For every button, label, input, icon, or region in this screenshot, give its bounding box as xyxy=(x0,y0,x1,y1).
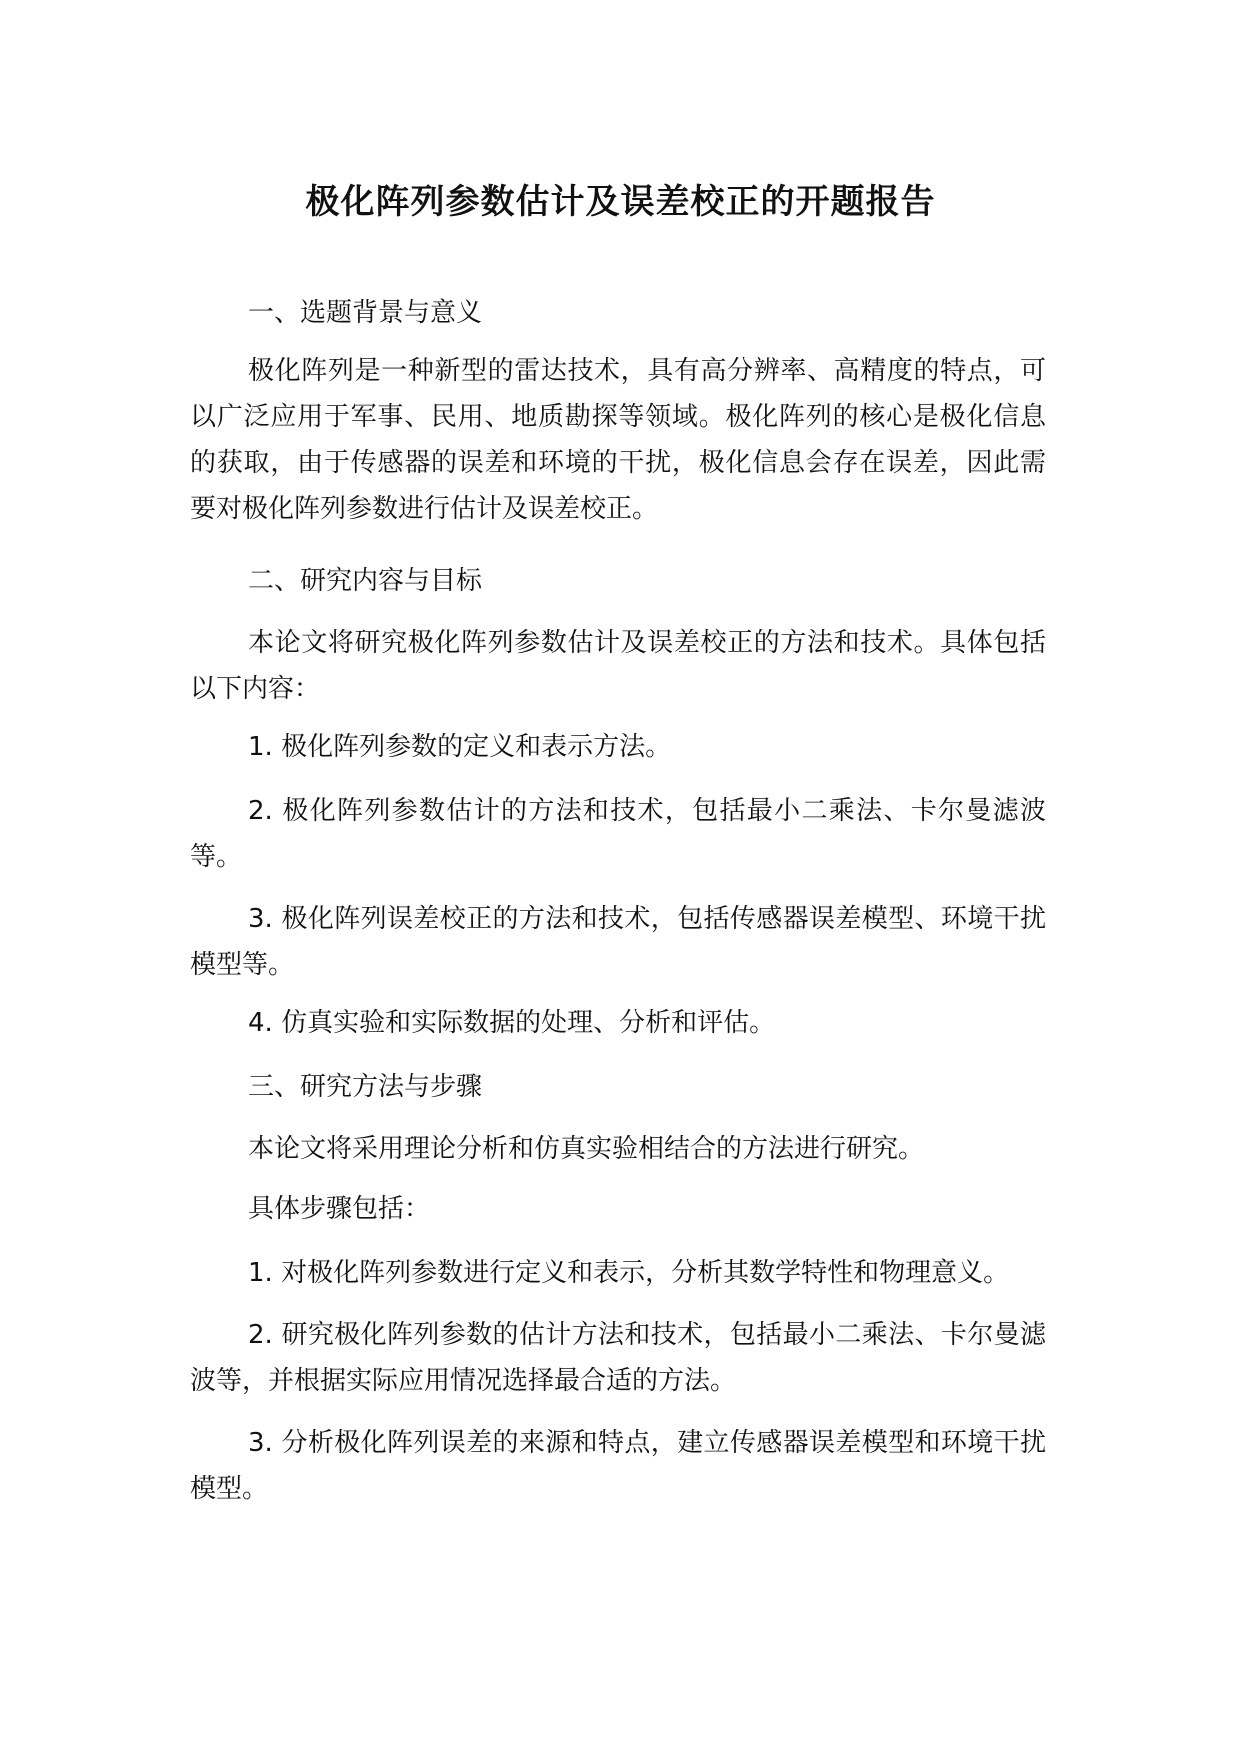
document-title: 极化阵列参数估计及误差校正的开题报告 xyxy=(305,182,936,222)
list-item-step-3: 3. 分析极化阵列误差的来源和特点，建立传感器误差模型和环境干扰模型。 xyxy=(190,1428,1046,1504)
list-item-content-2: 2. 极化阵列参数估计的方法和技术，包括最小二乘法、卡尔曼滤波等。 xyxy=(190,796,1046,872)
list-item-content-4: 4. 仿真实验和实际数据的处理、分析和评估。 xyxy=(248,1008,776,1038)
list-item-content-3: 3. 极化阵列误差校正的方法和技术，包括传感器误差模型、环境干扰模型等。 xyxy=(190,904,1046,980)
list-item-content-1: 1. 极化阵列参数的定义和表示方法。 xyxy=(248,732,672,762)
paragraph-background: 极化阵列是一种新型的雷达技术，具有高分辨率、高精度的特点，可以广泛应用于军事、民用、地质勘探等领域。极化阵列的核心是极化信息的获取，由于传感器的误差和环境的干扰，极化信息会存在误差，因此需要对极化阵列参数进行估计及误差校正。 xyxy=(190,356,1046,524)
paragraph-methods-intro: 本论文将采用理论分析和仿真实验相结合的方法进行研究。 xyxy=(248,1134,925,1164)
paragraph-content-intro: 本论文将研究极化阵列参数估计及误差校正的方法和技术。具体包括以下内容： xyxy=(190,628,1046,704)
list-item-step-1: 1. 对极化阵列参数进行定义和表示，分析其数学特性和物理意义。 xyxy=(248,1258,1010,1288)
list-item-step-2: 2. 研究极化阵列参数的估计方法和技术，包括最小二乘法、卡尔曼滤波等，并根据实际应用情况选择最合适的方法。 xyxy=(190,1320,1046,1396)
section-heading-methods: 三、研究方法与步骤 xyxy=(248,1072,483,1102)
section-heading-content: 二、研究内容与目标 xyxy=(248,566,483,596)
section-heading-background: 一、选题背景与意义 xyxy=(248,298,483,328)
paragraph-steps-intro: 具体步骤包括： xyxy=(248,1194,431,1224)
